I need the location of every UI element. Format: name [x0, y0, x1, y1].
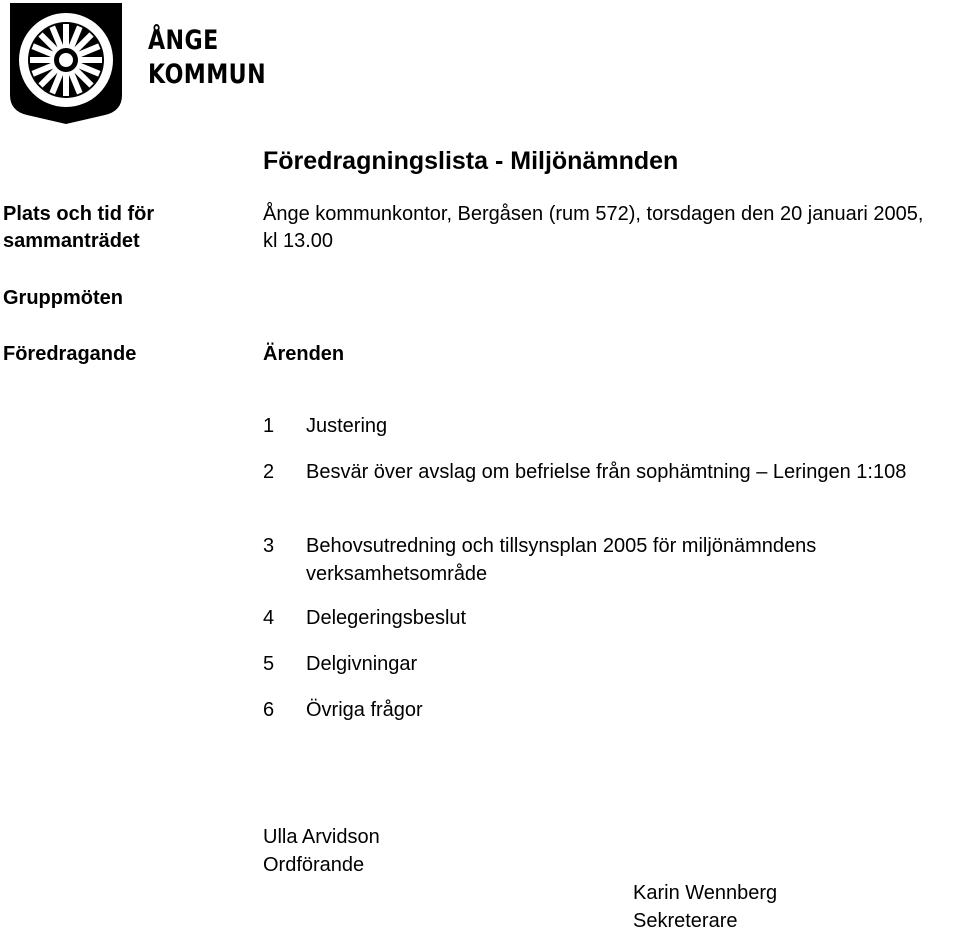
- secretary-name: Karin Wennberg: [633, 882, 778, 904]
- logo-line-2: KOMMUN: [148, 59, 267, 90]
- chair-signature: [263, 823, 380, 879]
- agenda-item: [263, 412, 960, 440]
- agenda-item-text: Delgivningar: [306, 653, 418, 675]
- chair-role: Ordförande: [263, 854, 365, 876]
- group-meetings-label: Gruppmöten: [3, 287, 123, 309]
- logo-line-1: ÅNGE: [148, 25, 219, 56]
- agenda-item-text: Besvär över avslag om befrielse från sophämtning – Leringen 1:108: [306, 461, 907, 483]
- agenda-item-number: 3: [263, 535, 275, 557]
- agenda-item: [263, 532, 960, 588]
- agenda-item: [263, 458, 960, 486]
- municipality-logo-icon: [10, 3, 122, 124]
- secretary-signature: [633, 879, 777, 935]
- logo-wordmark: [148, 24, 266, 92]
- agenda-item-number: 6: [263, 699, 275, 721]
- agenda-item-text: Justering: [306, 415, 388, 437]
- agenda-item-text: Övriga frågor: [306, 699, 423, 721]
- agenda-item: [263, 650, 960, 678]
- agenda-item-number: 1: [263, 415, 275, 437]
- page-title: Föredragningslista - Miljönämnden: [263, 147, 679, 175]
- agenda-item-text: Behovsutredning och tillsynsplan 2005 för miljönämndens verksamhetsområde: [306, 535, 817, 585]
- secretary-role: Sekreterare: [633, 910, 738, 932]
- agenda-item-number: 4: [263, 607, 275, 629]
- agenda-item-number: 2: [263, 461, 275, 483]
- place-time-value: Ånge kommunkontor, Bergåsen (rum 572), torsdagen den 20 januari 2005, kl 13.00: [263, 203, 924, 252]
- agenda-item-number: 5: [263, 653, 275, 675]
- chair-name: Ulla Arvidson: [263, 826, 380, 848]
- place-time-label: Plats och tid för sammanträdet: [3, 203, 155, 252]
- agenda-item: [263, 696, 960, 724]
- agenda-item-text: Delegeringsbeslut: [306, 607, 467, 629]
- agenda-item: [263, 604, 960, 632]
- presenter-label: Föredragande: [3, 343, 137, 365]
- items-heading: Ärenden: [263, 343, 345, 365]
